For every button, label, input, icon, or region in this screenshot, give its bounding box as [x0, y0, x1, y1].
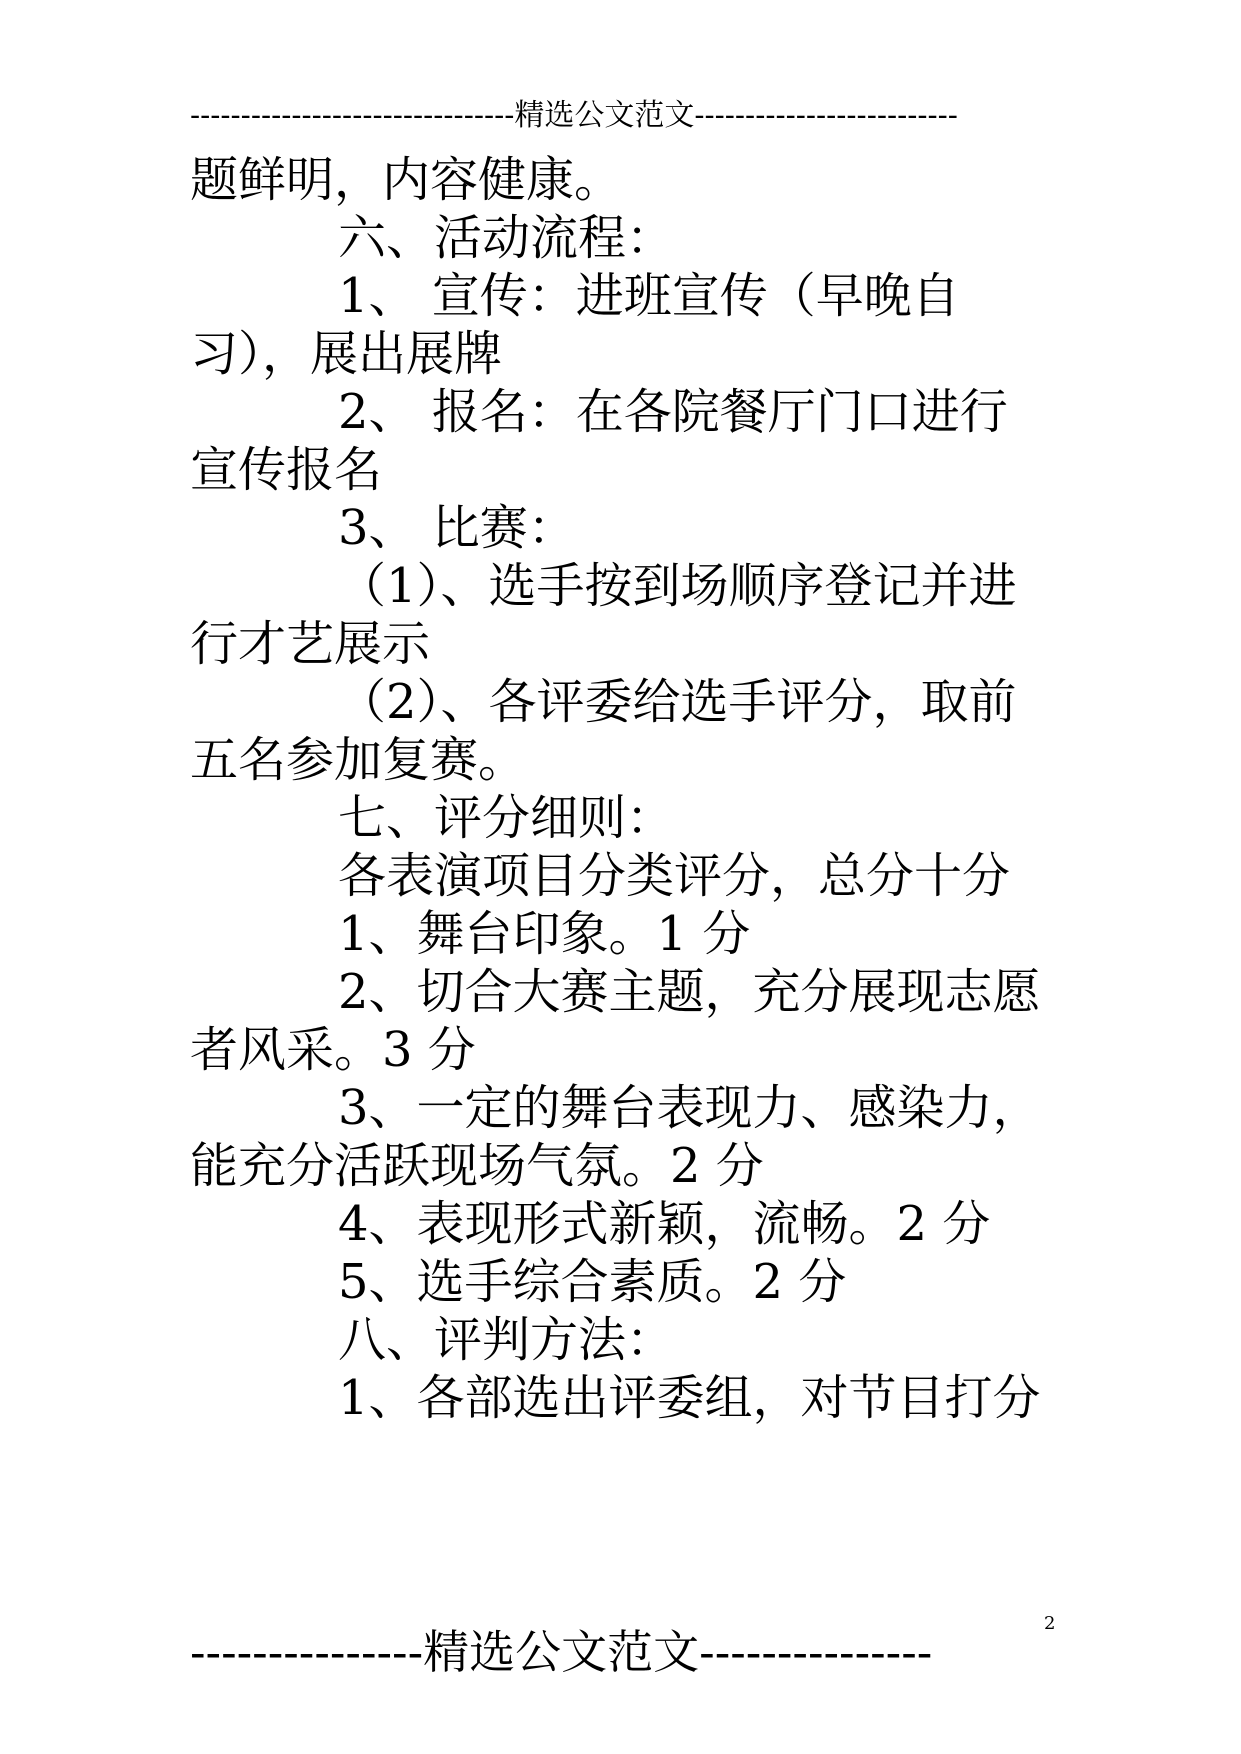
- body-line-18: 能充分活跃现场气氛。2 分: [190, 1138, 764, 1194]
- body-line-13: 各表演项目分类评分，总分十分: [338, 848, 1011, 904]
- body-line-17: 3、一定的舞台表现力、感染力，: [338, 1080, 1041, 1136]
- body-line-7: 3、 比赛：: [338, 500, 576, 556]
- body-line-4: 习），展出展牌: [190, 326, 503, 382]
- body-line-3: 1、 宣传：进班宣传（早晚自: [338, 268, 960, 324]
- body-line-1: 题鲜明，内容健康。: [190, 152, 623, 208]
- section-heading-judging-method: 八、评判方法：: [338, 1312, 675, 1368]
- body-line-16: 者风采。3 分: [190, 1022, 476, 1078]
- body-line-20: 5、选手综合素质。2 分: [338, 1254, 847, 1310]
- body-line-8: （1）、选手按到场顺序登记并进: [338, 558, 1017, 614]
- body-line-19: 4、表现形式新颖，流畅。2 分: [338, 1196, 991, 1252]
- section-heading-activity-process: 六、活动流程：: [338, 210, 675, 266]
- body-line-5: 2、 报名：在各院餐厅门口进行: [338, 384, 1008, 440]
- body-line-10: （2）、各评委给选手评分，取前: [338, 674, 1017, 730]
- body-line-15: 2、切合大赛主题，充分展现志愿: [338, 964, 1041, 1020]
- body-line-9: 行才艺展示: [190, 616, 431, 672]
- page-footer: ---------------精选公文范文---------------: [190, 1625, 933, 1679]
- page-number: 2: [1044, 1613, 1056, 1634]
- page-header: --------------------------------精选公文范文--------------------------: [190, 98, 958, 133]
- section-heading-scoring-rules: 七、评分细则：: [338, 790, 675, 846]
- body-line-11: 五名参加复赛。: [190, 732, 527, 788]
- body-line-6: 宣传报名: [190, 442, 383, 498]
- body-line-14: 1、舞台印象。1 分: [338, 906, 751, 962]
- body-line-22: 1、各部选出评委组，对节目打分: [338, 1370, 1041, 1426]
